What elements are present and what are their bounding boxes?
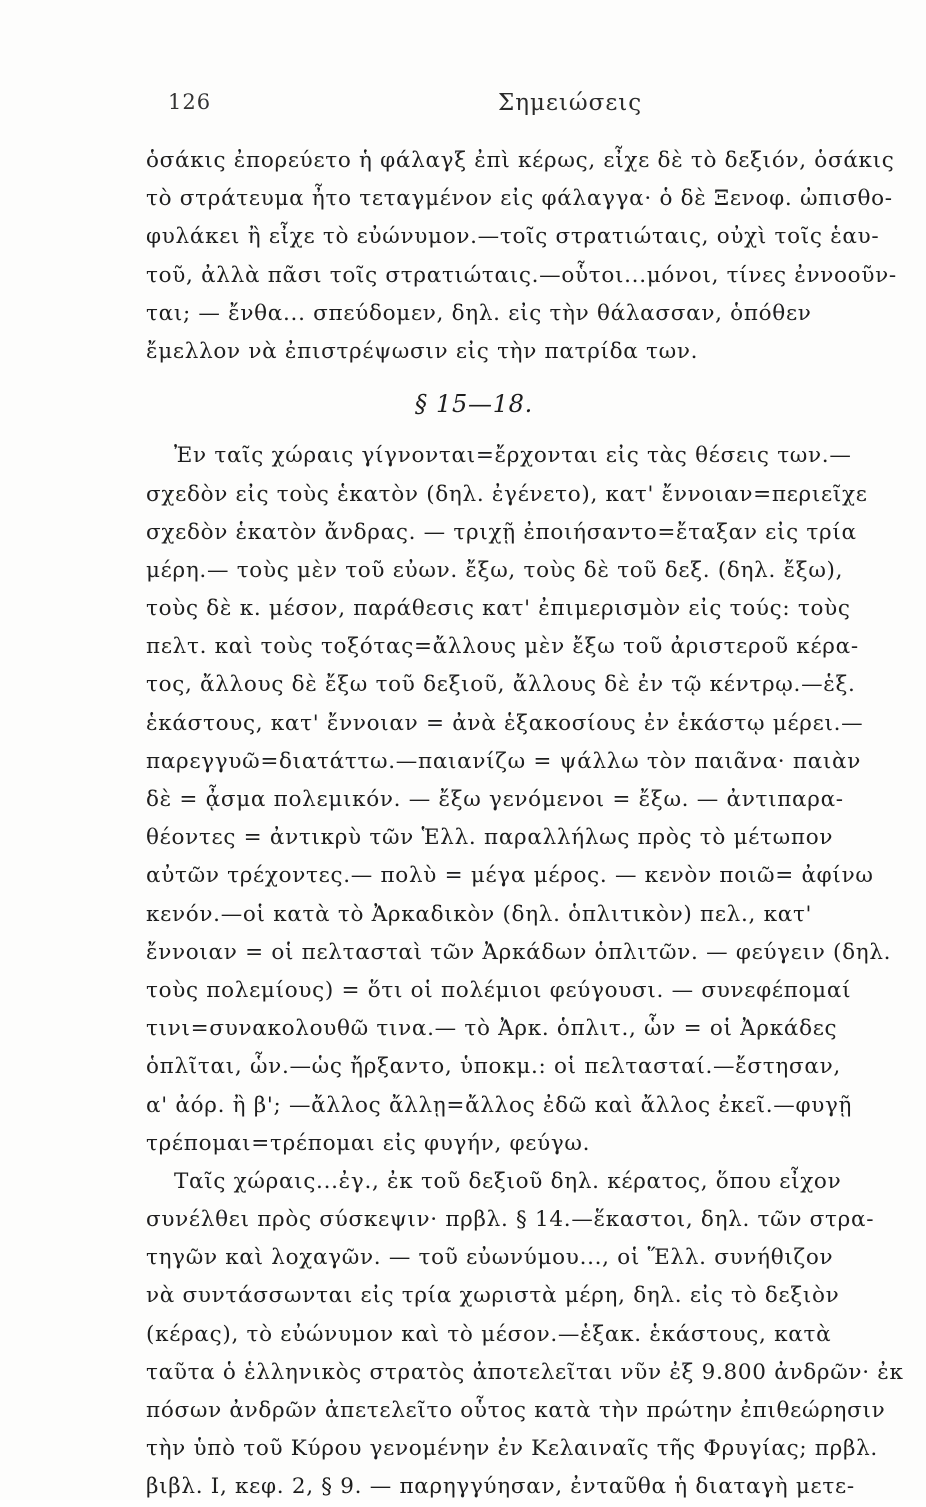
text-line: τινι=συνακολουθῶ τινα.— τὸ Ἀρκ. ὁπλιτ., ὧν = οἱ Ἀρκάδες [146,1016,838,1042]
text-line: τηγῶν καὶ λοχαγῶν. — τοῦ εὐωνύμου..., οἱ Ἕλλ. συνήθιζον [146,1245,834,1271]
text-line: ἑκάστους, κατ' ἔννοιαν = ἀνὰ ἑξακοσίους ἐν ἑκάστῳ μέρει.— [146,710,864,736]
text-line: νὰ συντάσσωνται εἰς τρία χωριστὰ μέρη, δηλ. εἰς τὸ δεξιὸν [146,1283,840,1309]
text-line: ὁσάκις ἐπορεύετο ἡ φάλαγξ ἐπὶ κέρως, εἶχε δὲ τὸ δεξιόν, ὁσάκις [146,148,895,173]
text-line: φυλάκει ἢ εἶχε τὸ εὐώνυμον.—τοῖς στρατιώταις, οὐχὶ τοῖς ἑαυ- [146,224,880,250]
notes-body [146,142,922,1507]
text-line: παρεγγυῶ=διατάττω.—παιανίζω = ψάλλω τὸν παιᾶνα· παιὰν [146,748,862,774]
paragraph-2 [146,437,922,1163]
text-line: Ἐν ταῖς χώραις γίγνονται=ἔρχονται εἰς τὰς θέσεις των.— [174,443,852,469]
text-line: Ταῖς χώραις...ἐγ., ἐκ τοῦ δεξιοῦ δηλ. κέρατος, ὅπου εἶχον [174,1168,842,1194]
text-line: συνέλθει πρὸς σύσκεψιν· πρβλ. § 14.—ἕκαστοι, δηλ. τῶν στρα- [146,1207,875,1233]
text-line: ταῦτα ὁ ἑλληνικὸς στρατὸς ἀποτελεῖται νῦν ἐξ 9.800 ἀνδρῶν· ἐκ [146,1359,904,1385]
text-line: ἔννοιαν = οἱ πελτασταὶ τῶν Ἀρκάδων ὁπλιτῶν. — φεύγειν (δηλ. [146,939,892,965]
text-line: σχεδὸν ἑκατὸν ἄνδρας. — τριχῇ ἐποιήσαντο=ἔταξαν εἰς τρία [146,519,857,545]
paragraph-1 [146,142,922,371]
text-line: τρέπομαι=τρέπομαι εἰς φυγήν, φεύγω. [146,1130,591,1156]
text-line: ἔμελλον νὰ ἐπιστρέψωσιν εἰς τὴν πατρίδα των. [146,338,699,364]
text-line: δὲ = ᾆσμα πολεμικόν. — ἔξω γενόμενοι = ἔξω. — ἀντιπαρα- [146,787,844,812]
paragraph-3 [146,1163,922,1507]
section-heading: § 15—18. [415,390,533,419]
text-line: τος, ἄλλους δὲ ἔξω τοῦ δεξιοῦ, ἄλλους δὲ ἐν τῷ κέντρῳ.—ἑξ. [146,672,856,698]
text-line: (κέρας), τὸ εὐώνυμον καὶ τὸ μέσον.—ἑξακ. ἑκάστους, κατὰ [146,1321,832,1347]
text-line: πόσων ἀνδρῶν ἀπετελεῖτο οὗτος κατὰ τὴν πρώτην ἐπιθεώρησιν [146,1398,886,1423]
text-line: πελτ. καὶ τοὺς τοξότας=ἄλλους μὲν ἔξω τοῦ ἀριστεροῦ κέρα- [146,634,859,660]
text-line: τὴν ὑπὸ τοῦ Κύρου γενομένην ἐν Κελαιναῖς τῆς Φρυγίας; πρβλ. [146,1436,878,1462]
text-line: τοὺς δὲ κ. μέσον, παράθεσις κατ' ἐπιμερισμὸν εἰς τούς: τοὺς [146,596,851,622]
running-title: Σημειώσεις [498,90,643,116]
text-line: θέοντες = ἀντικρὺ τῶν Ἑλλ. παραλλήλως πρὸς τὸ μέτωπον [146,825,834,851]
text-line: τοὺς πολεμίους) = ὅτι οἱ πολέμιοι φεύγουσι. — συνεφέπομαί [146,977,852,1003]
text-line: ὁπλῖται, ὧν.—ὡς ἤρξαντο, ὑποκμ.: οἱ πελτασταί.—ἔστησαν, [146,1054,841,1080]
text-line: τὸ στράτευμα ἦτο τεταγμένον εἰς φάλαγγα· ὁ δὲ Ξενοφ. ὠπισθο- [146,186,893,212]
text-line: τοῦ, ἀλλὰ πᾶσι τοῖς στρατιώταις.—οὗτοι...μόνοι, τίνες ἐννοοῦν- [146,262,897,288]
text-line: αὐτῶν τρέχοντες.— πολὺ = μέγα μέρος. — κενὸν ποιῶ= ἀφίνω [146,863,874,889]
text-line: σχεδὸν εἰς τοὺς ἑκατὸν (δηλ. ἐγένετο), κατ' ἔννοιαν=περιεῖχε [146,481,868,507]
text-line: α' ἀόρ. ἢ β'; —ἄλλος ἄλλῃ=ἄλλος ἐδῶ καὶ ἄλλος ἐκεῖ.—φυγῇ [146,1092,853,1118]
text-line: κενόν.—οἱ κατὰ τὸ Ἀρκαδικὸν (δηλ. ὁπλιτικὸν) πελ., κατ' [146,901,813,927]
page-header [168,84,908,124]
text-line: βιβλ. I, κεφ. 2, § 9. — παρηγγύησαν, ἐνταῦθα ἡ διαταγὴ μετε- [146,1474,855,1500]
page-number: 126 [168,90,212,114]
text-line: ται; — ἔνθα... σπεύδομεν, δηλ. εἰς τὴν θάλασσαν, ὁπόθεν [146,300,812,326]
text-line: μέρη.— τοὺς μὲν τοῦ εὐων. ἔξω, τοὺς δὲ τοῦ δεξ. (δηλ. ἔξω), [146,557,844,583]
